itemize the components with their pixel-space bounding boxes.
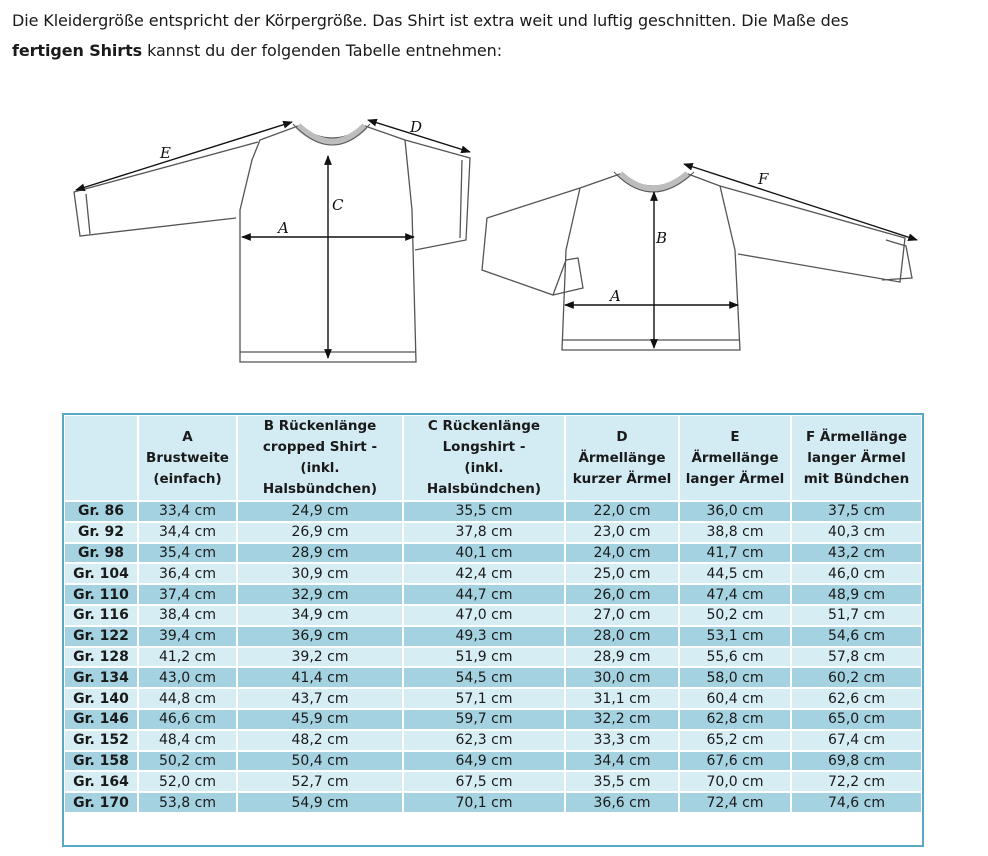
- cropped-neckband: [620, 174, 688, 189]
- measure-cell: 32,9 cm: [237, 584, 403, 605]
- measure-cell: 53,8 cm: [138, 792, 237, 813]
- measure-cell: 38,4 cm: [138, 605, 237, 626]
- measure-cell: 52,7 cm: [237, 771, 403, 792]
- label-f: F: [758, 170, 769, 188]
- size-cell: Gr. 164: [64, 771, 138, 792]
- measure-cell: 36,4 cm: [138, 563, 237, 584]
- measure-cell: 72,2 cm: [791, 771, 922, 792]
- measure-cell: 46,6 cm: [138, 709, 237, 730]
- column-header-line: Longshirt -: [442, 439, 526, 455]
- size-cell: Gr. 140: [64, 688, 138, 709]
- measure-cell: 41,2 cm: [138, 647, 237, 668]
- table-row: [64, 667, 922, 688]
- table-row: [64, 709, 922, 730]
- size-cell: Gr. 86: [64, 501, 138, 522]
- size-cell: Gr. 128: [64, 647, 138, 668]
- measure-cell: 27,0 cm: [565, 605, 679, 626]
- size-table: [63, 414, 923, 814]
- column-header: [679, 415, 791, 501]
- column-header: [64, 415, 138, 501]
- measure-cell: 57,1 cm: [403, 688, 565, 709]
- measure-cell: 70,0 cm: [679, 771, 791, 792]
- measure-cell: 41,4 cm: [237, 667, 403, 688]
- measure-cell: 43,2 cm: [791, 543, 922, 564]
- label-e: E: [160, 144, 171, 162]
- measure-cell: 33,4 cm: [138, 501, 237, 522]
- longshirt-drawing: [74, 124, 470, 362]
- column-header-line: Brustweite: [146, 449, 229, 466]
- cropped-right-cuff: [882, 240, 912, 280]
- measure-cell: 65,0 cm: [791, 709, 922, 730]
- measure-cell: 38,8 cm: [679, 522, 791, 543]
- measure-cell: 24,9 cm: [237, 501, 403, 522]
- measure-cell: 40,1 cm: [403, 543, 565, 564]
- measure-cell: 50,4 cm: [237, 751, 403, 772]
- measure-cell: 64,9 cm: [403, 751, 565, 772]
- cropped-shirt-drawing: [482, 172, 912, 350]
- column-header-line: mit Bündchen: [803, 470, 910, 487]
- measure-cell: 62,8 cm: [679, 709, 791, 730]
- measure-cell: 37,5 cm: [791, 501, 922, 522]
- column-header-line: A: [182, 428, 193, 445]
- measure-cell: 28,9 cm: [237, 543, 403, 564]
- measure-cell: 22,0 cm: [565, 501, 679, 522]
- measure-cell: 72,4 cm: [679, 792, 791, 813]
- column-header-line: Halsbündchen): [262, 481, 378, 497]
- column-header: [565, 415, 679, 501]
- measure-cell: 35,5 cm: [565, 771, 679, 792]
- table-row: [64, 563, 922, 584]
- size-cell: Gr. 146: [64, 709, 138, 730]
- cropped-body: [562, 174, 740, 350]
- table-row: [64, 522, 922, 543]
- measure-cell: 54,5 cm: [403, 667, 565, 688]
- size-table-header: [64, 415, 922, 501]
- measure-cell: 26,9 cm: [237, 522, 403, 543]
- column-header-line: B Rückenlänge: [263, 418, 377, 434]
- table-row: [64, 605, 922, 626]
- measure-cell: 39,4 cm: [138, 626, 237, 647]
- column-header-line: C Rückenlänge: [427, 418, 541, 434]
- measure-cell: 67,6 cm: [679, 751, 791, 772]
- measure-cell: 32,2 cm: [565, 709, 679, 730]
- measure-cell: 54,6 cm: [791, 626, 922, 647]
- measure-cell: 48,2 cm: [237, 730, 403, 751]
- column-header-line: Ärmellänge: [691, 449, 779, 466]
- column-header-line: (inkl.: [464, 460, 504, 476]
- measure-cell: 33,3 cm: [565, 730, 679, 751]
- longshirt-neckband: [298, 126, 365, 142]
- column-header-line: kurzer Ärmel: [572, 470, 672, 487]
- column-header-line: F Ärmellänge: [805, 428, 908, 445]
- table-row: [64, 688, 922, 709]
- table-row: [64, 543, 922, 564]
- measure-cell: 35,5 cm: [403, 501, 565, 522]
- measure-cell: 48,4 cm: [138, 730, 237, 751]
- intro-text: [12, 6, 972, 66]
- cropped-left-cuff: [553, 258, 583, 295]
- column-header-line: langer Ärmel: [807, 449, 906, 466]
- size-cell: Gr. 134: [64, 667, 138, 688]
- column-header-line: (einfach): [153, 470, 222, 487]
- measure-cell: 26,0 cm: [565, 584, 679, 605]
- longshirt-left-cuff: [86, 194, 90, 234]
- measure-cell: 40,3 cm: [791, 522, 922, 543]
- measure-cell: 36,9 cm: [237, 626, 403, 647]
- measure-cell: 51,7 cm: [791, 605, 922, 626]
- measure-cell: 25,0 cm: [565, 563, 679, 584]
- measure-cell: 28,0 cm: [565, 626, 679, 647]
- intro-line-1: Die Kleidergröße entspricht der Körpergröße. Das Shirt ist extra weit und luftig geschnitten. Die Maße des: [12, 11, 849, 30]
- measure-cell: 43,7 cm: [237, 688, 403, 709]
- column-header: [237, 415, 403, 501]
- column-header-line: (inkl.: [300, 460, 340, 476]
- measure-cell: 46,0 cm: [791, 563, 922, 584]
- size-cell: Gr. 92: [64, 522, 138, 543]
- table-row: [64, 584, 922, 605]
- label-a-left: A: [278, 219, 289, 237]
- label-b: B: [656, 229, 668, 247]
- measure-cell: 31,1 cm: [565, 688, 679, 709]
- column-header: [791, 415, 922, 501]
- column-header-line: Halsbündchen): [426, 481, 542, 497]
- measure-cell: 52,0 cm: [138, 771, 237, 792]
- measure-cell: 54,9 cm: [237, 792, 403, 813]
- measure-labels: [159, 118, 769, 305]
- measure-cell: 55,6 cm: [679, 647, 791, 668]
- measure-cell: 42,4 cm: [403, 563, 565, 584]
- intro-bold: fertigen Shirts: [12, 41, 143, 60]
- measure-cell: 44,5 cm: [679, 563, 791, 584]
- shirt-diagram-svg: [0, 100, 988, 400]
- measure-cell: 44,7 cm: [403, 584, 565, 605]
- size-cell: Gr. 158: [64, 751, 138, 772]
- longshirt-right-hem: [460, 160, 462, 238]
- table-row: [64, 792, 922, 813]
- measure-cell: 23,0 cm: [565, 522, 679, 543]
- measure-cell: 53,1 cm: [679, 626, 791, 647]
- label-d: D: [410, 118, 423, 136]
- intro-line-2: [12, 36, 972, 66]
- measure-cell: 37,8 cm: [403, 522, 565, 543]
- label-c: C: [332, 196, 344, 214]
- measure-cell: 34,4 cm: [565, 751, 679, 772]
- measure-cell: 43,0 cm: [138, 667, 237, 688]
- measure-cell: 67,4 cm: [791, 730, 922, 751]
- measure-cell: 30,0 cm: [565, 667, 679, 688]
- column-header-line: langer Ärmel: [685, 470, 785, 487]
- measure-cell: 60,2 cm: [791, 667, 922, 688]
- size-cell: Gr. 116: [64, 605, 138, 626]
- measure-cell: 70,1 cm: [403, 792, 565, 813]
- longshirt-measures: [76, 120, 470, 358]
- size-cell: Gr. 98: [64, 543, 138, 564]
- table-row: [64, 647, 922, 668]
- measure-cell: 67,5 cm: [403, 771, 565, 792]
- measure-cell: 59,7 cm: [403, 709, 565, 730]
- measure-cell: 47,0 cm: [403, 605, 565, 626]
- measure-cell: 47,4 cm: [679, 584, 791, 605]
- size-cell: Gr. 104: [64, 563, 138, 584]
- measure-cell: 35,4 cm: [138, 543, 237, 564]
- measure-cell: 49,3 cm: [403, 626, 565, 647]
- label-a-right: A: [610, 287, 621, 305]
- measure-cell: 50,2 cm: [679, 605, 791, 626]
- size-cell: Gr. 170: [64, 792, 138, 813]
- measure-cell: 34,9 cm: [237, 605, 403, 626]
- measure-cell: 62,6 cm: [791, 688, 922, 709]
- measure-cell: 51,9 cm: [403, 647, 565, 668]
- measure-cell: 39,2 cm: [237, 647, 403, 668]
- measure-cell: 30,9 cm: [237, 563, 403, 584]
- cropped-right-sleeve: [720, 186, 905, 282]
- measure-cell: 34,4 cm: [138, 522, 237, 543]
- size-cell: Gr. 152: [64, 730, 138, 751]
- shirt-diagrams: [0, 100, 988, 400]
- table-row: [64, 751, 922, 772]
- table-row: [64, 730, 922, 751]
- size-table-body: [64, 501, 922, 813]
- measure-cell: 45,9 cm: [237, 709, 403, 730]
- measure-cell: 48,9 cm: [791, 584, 922, 605]
- measure-cell: 58,0 cm: [679, 667, 791, 688]
- measure-cell: 65,2 cm: [679, 730, 791, 751]
- column-header-line: cropped Shirt -: [262, 439, 378, 455]
- measure-cell: 37,4 cm: [138, 584, 237, 605]
- measure-cell: 57,8 cm: [791, 647, 922, 668]
- measure-cell: 24,0 cm: [565, 543, 679, 564]
- measure-cell: 36,0 cm: [679, 501, 791, 522]
- table-row: [64, 626, 922, 647]
- column-header-line: D: [616, 428, 628, 445]
- table-row: [64, 771, 922, 792]
- measure-cell: 50,2 cm: [138, 751, 237, 772]
- measure-cell: 60,4 cm: [679, 688, 791, 709]
- column-header: [403, 415, 565, 501]
- table-row: [64, 501, 922, 522]
- measure-cell: 69,8 cm: [791, 751, 922, 772]
- size-cell: Gr. 122: [64, 626, 138, 647]
- measure-cell: 62,3 cm: [403, 730, 565, 751]
- measure-cell: 36,6 cm: [565, 792, 679, 813]
- measure-cell: 28,9 cm: [565, 647, 679, 668]
- column-header: [138, 415, 237, 501]
- measure-cell: 41,7 cm: [679, 543, 791, 564]
- intro-rest: kannst du der folgenden Tabelle entnehmen:: [142, 41, 503, 60]
- measure-cell: 74,6 cm: [791, 792, 922, 813]
- size-cell: Gr. 110: [64, 584, 138, 605]
- column-header-line: Ärmellänge: [578, 449, 666, 466]
- column-header-line: E: [730, 428, 740, 445]
- measure-cell: 44,8 cm: [138, 688, 237, 709]
